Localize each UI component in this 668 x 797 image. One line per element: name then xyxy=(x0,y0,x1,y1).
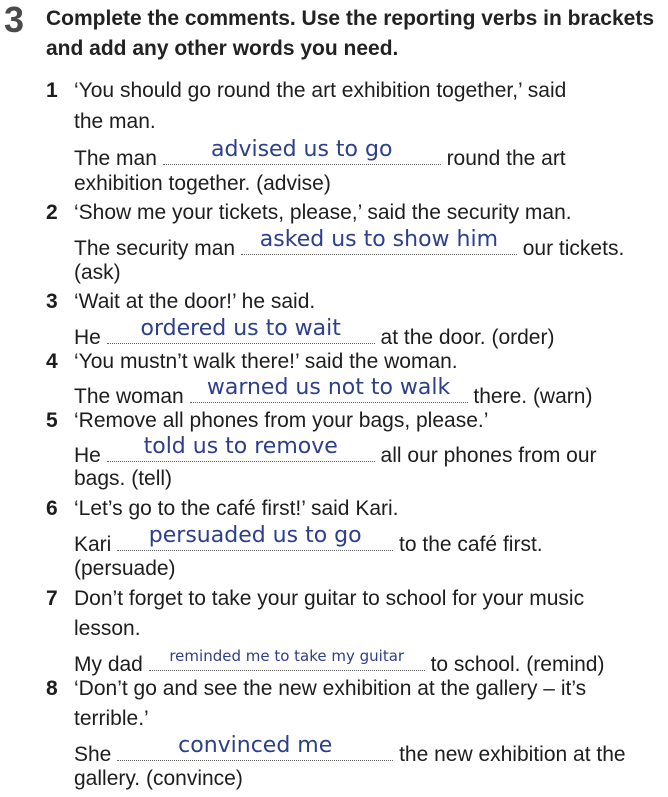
item-quote: ‘Show me your tickets, please,’ said the security man. xyxy=(74,201,572,224)
answer-blank[interactable] xyxy=(190,376,468,403)
item-number: 3 xyxy=(46,290,58,313)
item-sentence xyxy=(74,434,597,467)
exercise-instruction: Complete the comments. Use the reporting verbs in brackets and add any other words you need. xyxy=(46,7,654,60)
answer-text: ordered us to wait xyxy=(140,316,341,341)
sentence-end: all our phones from our xyxy=(380,444,597,467)
sentence-end: round the art xyxy=(446,147,566,170)
item-quote: ‘Wait at the door!’ he said. xyxy=(74,290,316,313)
answer-blank[interactable] xyxy=(117,524,393,551)
answer-text: advised us to go xyxy=(211,137,393,162)
item-quote-cont: terrible.’ xyxy=(74,707,149,730)
sentence-end: our tickets. xyxy=(522,237,625,260)
item-quote: ‘Remove all phones from your bags, please.’ xyxy=(74,409,489,432)
item-sentence xyxy=(74,523,543,556)
answer-blank[interactable] xyxy=(149,644,425,671)
item-sentence xyxy=(74,227,625,260)
answer-blank[interactable] xyxy=(117,734,393,761)
answer-blank[interactable] xyxy=(163,138,441,165)
item-sentence-cont: (ask) xyxy=(74,261,121,284)
item-number: 7 xyxy=(46,587,58,610)
item-sentence xyxy=(74,137,566,170)
sentence-start: He xyxy=(74,444,101,467)
answer-blank[interactable] xyxy=(107,435,375,462)
answer-text: persuaded us to go xyxy=(148,523,362,548)
answer-text: told us to remove xyxy=(143,434,338,459)
item-quote: ‘You should go round the art exhibition together,’ said xyxy=(74,79,567,102)
item-quote: Don’t forget to take your guitar to school for your music xyxy=(74,587,585,610)
item-sentence-cont: (persuade) xyxy=(74,557,176,580)
sentence-start: My dad xyxy=(74,653,143,676)
sentence-end: at the door. (order) xyxy=(380,326,555,349)
sentence-start: The woman xyxy=(74,385,184,408)
sentence-end: to school. (remind) xyxy=(430,653,605,676)
item-sentence xyxy=(74,375,593,408)
sentence-end: the new exhibition at the xyxy=(399,743,626,766)
item-number: 8 xyxy=(46,677,58,700)
item-quote: ‘You mustn’t walk there!’ said the woman. xyxy=(74,350,458,373)
item-number: 4 xyxy=(46,350,58,373)
item-quote: ‘Don’t go and see the new exhibition at the gallery – it’s xyxy=(74,677,587,700)
answer-text: convinced me xyxy=(178,733,333,758)
item-sentence-cont: gallery. (convince) xyxy=(74,767,243,790)
item-sentence xyxy=(74,644,605,676)
item-number: 6 xyxy=(46,497,58,520)
item-number: 5 xyxy=(46,409,58,432)
answer-blank[interactable] xyxy=(241,228,517,255)
item-quote-cont: lesson. xyxy=(74,617,141,640)
sentence-start: The man xyxy=(74,147,157,170)
item-quote: ‘Let’s go to the café first!’ said Kari. xyxy=(74,497,399,520)
item-sentence xyxy=(74,316,555,349)
sentence-start: Kari xyxy=(74,533,112,556)
item-number: 1 xyxy=(46,79,58,102)
sentence-start: He xyxy=(74,326,101,349)
exercise-number: 3 xyxy=(4,0,25,40)
item-sentence xyxy=(74,733,626,766)
item-sentence-cont: bags. (tell) xyxy=(74,467,173,490)
sentence-start: She xyxy=(74,743,112,766)
item-quote-cont: the man. xyxy=(74,110,156,133)
item-number: 2 xyxy=(46,201,58,224)
answer-text: reminded me to take my guitar xyxy=(169,647,405,665)
sentence-start: The security man xyxy=(74,237,236,260)
sentence-end: there. (warn) xyxy=(473,385,593,408)
sentence-end: to the café first. xyxy=(399,533,543,556)
item-sentence-cont: exhibition together. (advise) xyxy=(74,172,331,195)
answer-blank[interactable] xyxy=(107,317,375,344)
answer-text: warned us not to walk xyxy=(206,375,451,400)
answer-text: asked us to show him xyxy=(259,227,499,252)
